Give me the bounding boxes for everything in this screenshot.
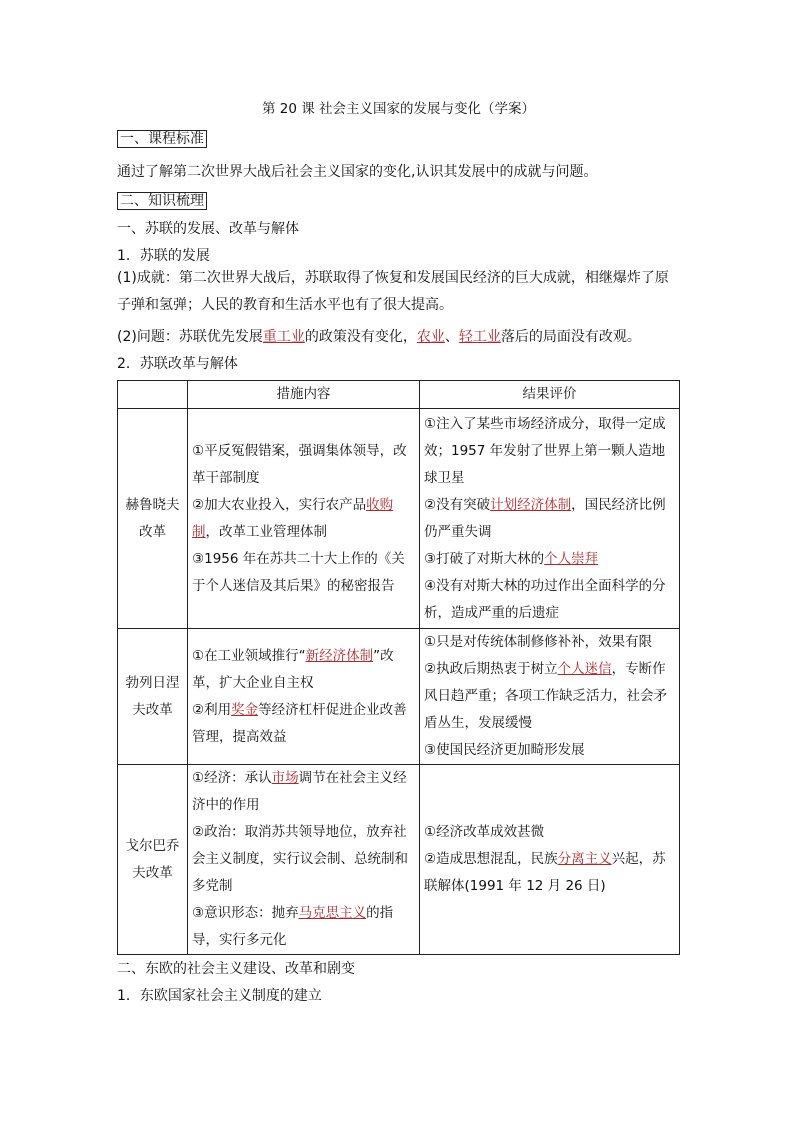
results-cell: ①经济改革成效甚微 ②造成思想混乱，民族分离主义兴起，苏联解体(1991 年 12 月 26 日) <box>420 765 680 955</box>
item-eastern-europe-establishment: 1．东欧国家社会主义制度的建立 <box>117 988 322 1004</box>
curriculum-text: 通过了解第二次世界大战后社会主义国家的变化,认识其发展中的成就与问题。 <box>117 164 598 180</box>
section-heading-curriculum: 一、课程标准 <box>117 130 207 149</box>
table-row <box>118 409 680 629</box>
results-cell: ①注入了某些市场经济成分，取得一定成效；1957 年发射了世界上第一颗人造地球卫星 ②没有突破计划经济体制，国民经济比例仍严重失调 ③打破了对斯大林的个人崇拜 ④没有对斯大林的功过作出全面科学的分析，造成严重的后遗症 <box>420 409 680 629</box>
item-soviet-reform: 2．苏联改革与解体 <box>117 356 238 372</box>
subheading-soviet: 一、苏联的发展、改革与解体 <box>117 221 299 237</box>
keyword-heavy-industry: 重工业 <box>262 329 305 345</box>
header-measures: 措施内容 <box>188 381 420 409</box>
measures-cell: ①经济：承认市场调节在社会主义经济中的作用 ②政治：取消苏共领导地位，放弃社会主义制度，实行议会制、总统制和多党制 ③意识形态：抛弃马克思主义的指导，实行多元化 <box>188 765 420 955</box>
header-results: 结果评价 <box>420 381 680 409</box>
header-empty <box>118 381 188 409</box>
achievement-paragraph: (1)成就：第二次世界大战后，苏联取得了恢复和发展国民经济的巨大成就，相继爆炸了原子弹和氢弹；人民的教育和生活水平也有了很大提高。 <box>117 270 669 313</box>
section-heading-knowledge: 二、知识梳理 <box>117 192 207 211</box>
problem-paragraph: (2)问题：苏联优先发展重工业的政策没有变化，农业、轻工业落后的局面没有改观。 <box>117 329 641 345</box>
reform-name: 勃列日涅夫改革 <box>118 629 188 765</box>
item-soviet-development: 1．苏联的发展 <box>117 248 210 264</box>
measures-cell: ①平反冤假错案，强调集体领导，改革干部制度 ②加大农业投入，实行农产品收购制，改革工业管理体制 ③1956 年在苏共二十大上作的《关于个人迷信及其后果》的秘密报告 <box>188 409 420 629</box>
reform-table <box>117 380 680 955</box>
measures-cell: ①在工业领域推行“新经济体制”改革，扩大企业自主权 ②利用奖金等经济杠杆促进企业改善管理，提高效益 <box>188 629 420 765</box>
table-row <box>118 765 680 955</box>
keyword-light-industry: 轻工业 <box>458 329 501 345</box>
table-row <box>118 629 680 765</box>
subheading-eastern-europe: 二、东欧的社会主义建设、改革和剧变 <box>117 961 355 977</box>
page-title: 第 20 课 社会主义国家的发展与变化（学案） <box>261 101 536 117</box>
results-cell: ①只是对传统体制修修补补，效果有限 ②执政后期热衷于树立个人迷信，专断作风日趋严重；各项工作缺乏活力，社会矛盾丛生，发展缓慢 ③使国民经济更加畸形发展 <box>420 629 680 765</box>
table-header-row <box>118 381 680 409</box>
keyword-agriculture: 农业 <box>416 329 445 345</box>
reform-name: 戈尔巴乔夫改革 <box>118 765 188 955</box>
reform-name: 赫鲁晓夫改革 <box>118 409 188 629</box>
